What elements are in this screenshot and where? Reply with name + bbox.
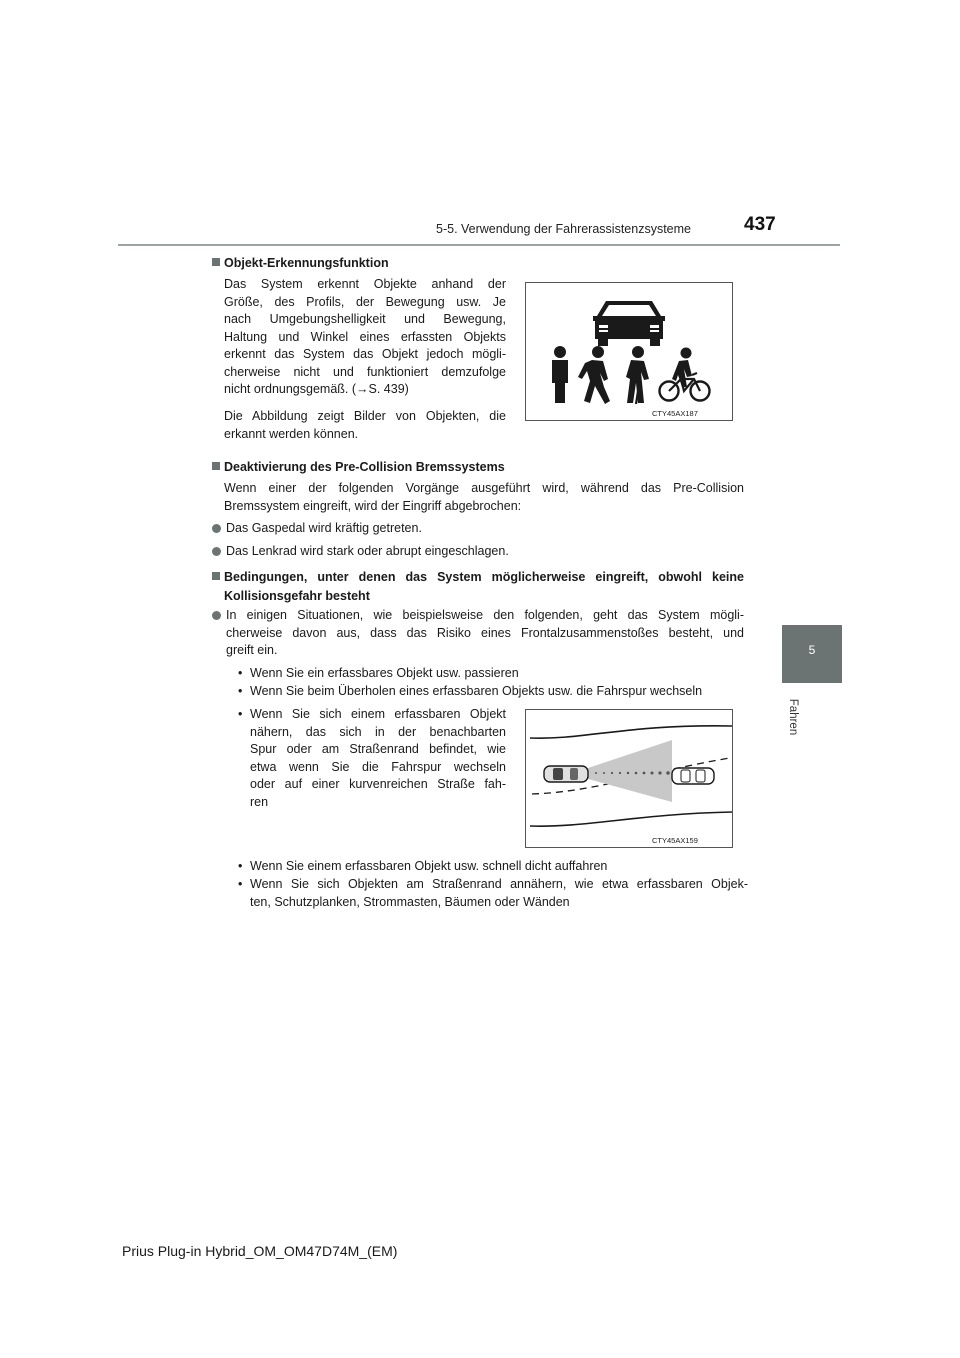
- cyclist-riding-icon: [660, 348, 710, 401]
- deaktivierung-intro: [224, 480, 744, 515]
- square-bullet-icon: [212, 258, 220, 266]
- chapter-number: 5: [808, 643, 816, 657]
- sub-item-strassenrand: [238, 876, 748, 911]
- sub-bullet-icon: •: [238, 877, 243, 891]
- car-front-icon: [593, 301, 665, 346]
- text-line: ren: [250, 794, 269, 809]
- figure-code: CTY45AX159: [652, 836, 698, 845]
- objekt-paragraph-1: [224, 276, 506, 399]
- sub-bullet-icon: •: [238, 666, 243, 680]
- sub-bullet-icon: •: [238, 707, 243, 721]
- text-line: Bremssystem eingreift, wird der Eingriff abgebrochen:: [224, 498, 522, 513]
- text-line: Die Abbildung zeigt Bilder von Objekten, die: [224, 409, 506, 423]
- sub-item-text: [238, 876, 748, 911]
- page-number: 437: [744, 214, 776, 235]
- text-line: erkannt werden können.: [224, 426, 359, 441]
- text-line: cherweise nicht und funktioniert demzufolge: [224, 364, 506, 379]
- heading-text-1: Bedingungen, unter denen das System möglicherweise eingreift, obwohl keine: [224, 570, 744, 584]
- figure-code: CTY45AX187: [652, 409, 698, 418]
- round-bullet-icon: [212, 524, 221, 533]
- chapter-label-wrap: [786, 692, 800, 742]
- sub-bullet-icon: •: [238, 859, 243, 873]
- own-car-icon: [544, 766, 588, 782]
- road-edge-top: [530, 726, 732, 738]
- sub-item-ueberholen: • Wenn Sie beim Überholen eines erfassbaren Objekts usw. die Fahrspur wechseln: [238, 683, 758, 701]
- road-edge-bottom: [530, 812, 732, 826]
- text-line: Das System erkennt Objekte anhand der: [224, 277, 506, 291]
- walking-pedestrian-icon: [578, 346, 610, 404]
- sub-item-text: [238, 706, 506, 811]
- text-line: Wenn Sie sich einem erfassbaren Objekt: [250, 707, 506, 721]
- heading-deaktivierung: Deaktivierung des Pre-Collision Bremssystems: [212, 458, 505, 477]
- target-car-icon: [672, 768, 714, 784]
- round-bullet-icon: [212, 547, 221, 556]
- road-illustration: [526, 710, 732, 847]
- text-line: cherweise davon aus, dass das Risiko eines Frontalzusammenstoßes besteht, und: [226, 625, 744, 640]
- heading-line-1: [212, 568, 224, 587]
- standing-pedestrian-icon: [552, 346, 568, 403]
- header-divider: [118, 244, 840, 246]
- heading-text-2: Kollisionsgefahr besteht: [224, 589, 370, 603]
- text-line: Größe, des Profils, der Bewegung usw. Je: [224, 294, 506, 309]
- heading-objekt-erkennung: Objekt-Erkennungsfunktion: [212, 254, 389, 273]
- text-line: greift ein.: [226, 643, 278, 657]
- text-line: ten, Schutzplanken, Strommasten, Bäumen oder Wänden: [250, 894, 570, 909]
- section-header-title: 5-5. Verwendung der Fahrerassistenzsysteme: [436, 222, 691, 236]
- text-line: oder auf einer kurvenreichen Straße fah-: [250, 777, 506, 791]
- round-bullet-icon: [212, 611, 221, 620]
- text-line: nähern, das sich in der benachbarten: [250, 724, 506, 739]
- sub-item-auffahren: • Wenn Sie einem erfassbaren Objekt usw. schnell dicht auffahren: [238, 858, 748, 876]
- text-line: Wenn Sie sich Objekten am Straßenrand annähern, wie etwa erfassbaren Objek-: [250, 877, 748, 891]
- bullet-text: [212, 607, 744, 660]
- text-line: Wenn einer der folgenden Vorgänge ausgeführt wird, während das Pre-Collision: [224, 481, 744, 495]
- heading-line: [212, 568, 744, 587]
- text-line: Spur oder am Straßenrand befindet, wie: [250, 742, 506, 756]
- objects-figure: [525, 282, 733, 421]
- text-line: nicht ordnungsgemäß. (→S. 439): [224, 382, 409, 396]
- footer-manual-id: Prius Plug-in Hybrid_OM_OM47D74M_(EM): [122, 1243, 398, 1259]
- text-line: Haltung und Winkel eines erfassten Objekts: [224, 329, 506, 344]
- sub-item-naehern: [238, 706, 506, 811]
- text-line: etwa wenn Sie die Fahrspur wechseln: [250, 759, 506, 774]
- bullet-situationen: [212, 607, 744, 660]
- text-line: erkennt das System das Objekt jedoch mögli-: [224, 347, 506, 361]
- objekt-paragraph-2: [224, 408, 506, 443]
- objects-illustration: [526, 283, 732, 420]
- text-line: nach Umgebungshelligkeit und Bewegung,: [224, 312, 506, 326]
- square-bullet-icon: [212, 462, 220, 470]
- curved-road-figure: [525, 709, 733, 848]
- chapter-label: Fahren: [787, 698, 799, 736]
- sub-item-passieren: • Wenn Sie ein erfassbares Objekt usw. passieren: [238, 665, 748, 683]
- bullet-lenkrad: Das Lenkrad wird stark oder abrupt eingeschlagen.: [212, 543, 744, 561]
- cyclist-walking-icon: [626, 346, 649, 404]
- heading-bedingungen: [212, 568, 744, 606]
- bullet-gaspedal: Das Gaspedal wird kräftig getreten.: [212, 520, 744, 538]
- square-bullet-icon: [212, 572, 220, 580]
- chapter-tab: [782, 625, 842, 683]
- sub-bullet-icon: •: [238, 684, 243, 698]
- text-line: In einigen Situationen, wie beispielsweise den folgenden, geht das System mögli-: [226, 608, 744, 622]
